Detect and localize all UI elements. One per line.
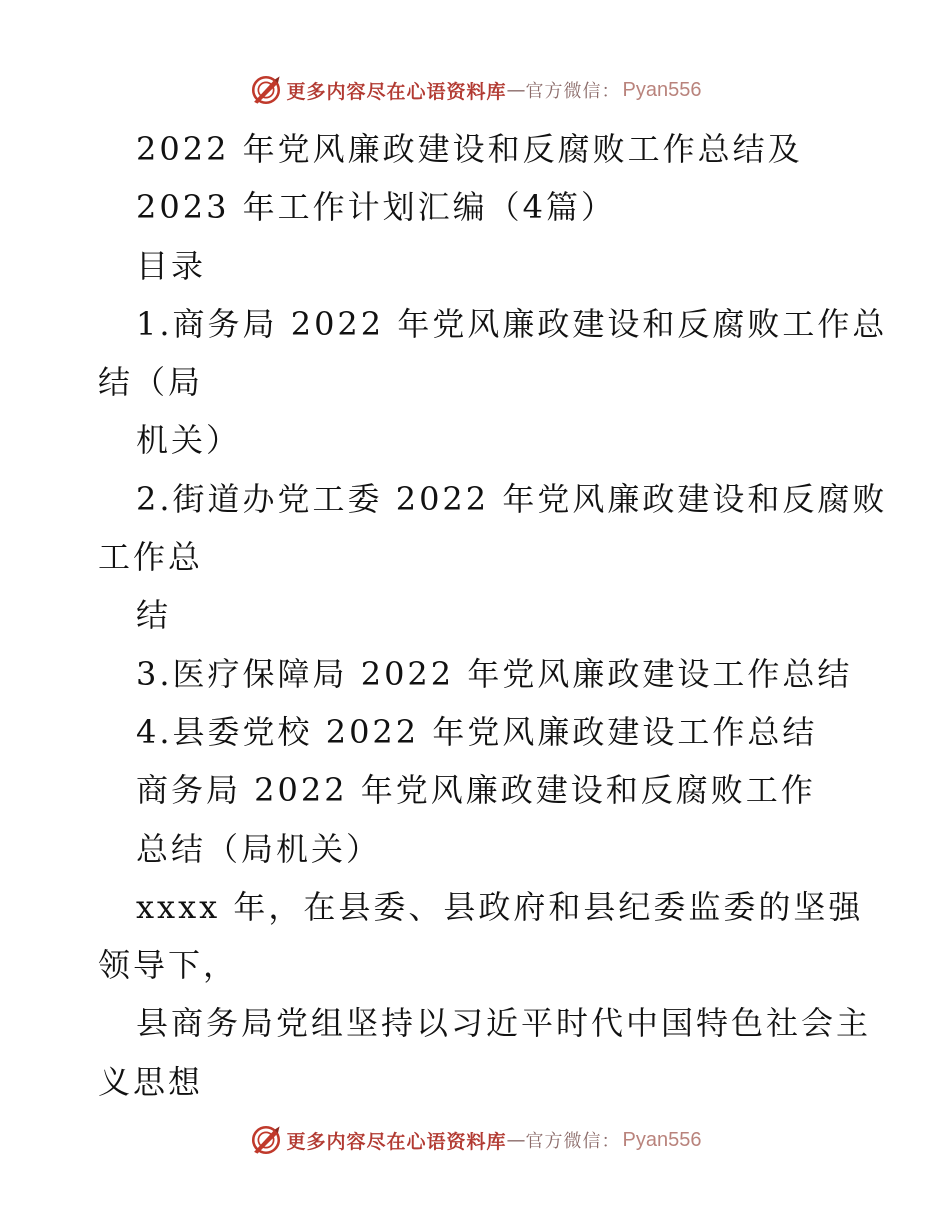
document-line: xxxx 年，在县委、县政府和县纪委监委的坚强	[136, 887, 864, 926]
document-line: 目录	[136, 246, 207, 285]
document-line: 结	[136, 596, 172, 635]
document-line: 3.医疗保障局 2022 年党风廉政建设工作总结	[136, 654, 853, 693]
document-line: 结（局	[98, 363, 204, 402]
document-line: 总结（局机关）	[136, 829, 382, 868]
watermark-wechat-id: Pyan556	[622, 1128, 702, 1151]
footer-watermark-banner	[0, 1118, 950, 1162]
pen-logo-icon	[249, 1123, 283, 1157]
watermark-dash: —	[506, 1129, 526, 1151]
document-line: 2.街道办党工委 2022 年党风廉政建设和反腐败	[136, 479, 888, 518]
watermark-wechat-id: Pyan556	[622, 78, 702, 101]
watermark-wechat-label: 官方微信：	[525, 1131, 621, 1152]
header-watermark-banner	[0, 68, 950, 112]
document-line: 工作总	[98, 538, 204, 577]
pen-logo-icon	[249, 73, 283, 107]
document-line: 机关）	[136, 421, 242, 460]
document-body	[98, 120, 888, 1111]
document-line: 县商务局党组坚持以习近平时代中国特色社会主	[136, 1004, 872, 1043]
document-line: 4.县委党校 2022 年党风廉政建设工作总结	[136, 712, 818, 751]
watermark-dash: —	[506, 79, 526, 101]
document-line: 义思想	[98, 1062, 204, 1101]
watermark-wechat-label: 官方微信：	[525, 81, 621, 102]
watermark-slogan: 更多内容尽在心语资料库	[286, 1130, 507, 1153]
watermark-slogan: 更多内容尽在心语资料库	[286, 80, 507, 103]
document-line: 2022 年党风廉政建设和反腐败工作总结及	[136, 130, 803, 168]
document-line: 领导下，	[98, 946, 239, 985]
document-line: 1.商务局 2022 年党风廉政建设和反腐败工作总	[136, 304, 888, 343]
document-line: 商务局 2022 年党风廉政建设和反腐败工作	[136, 771, 816, 810]
document-line: 2023 年工作计划汇编（4篇）	[136, 188, 616, 227]
